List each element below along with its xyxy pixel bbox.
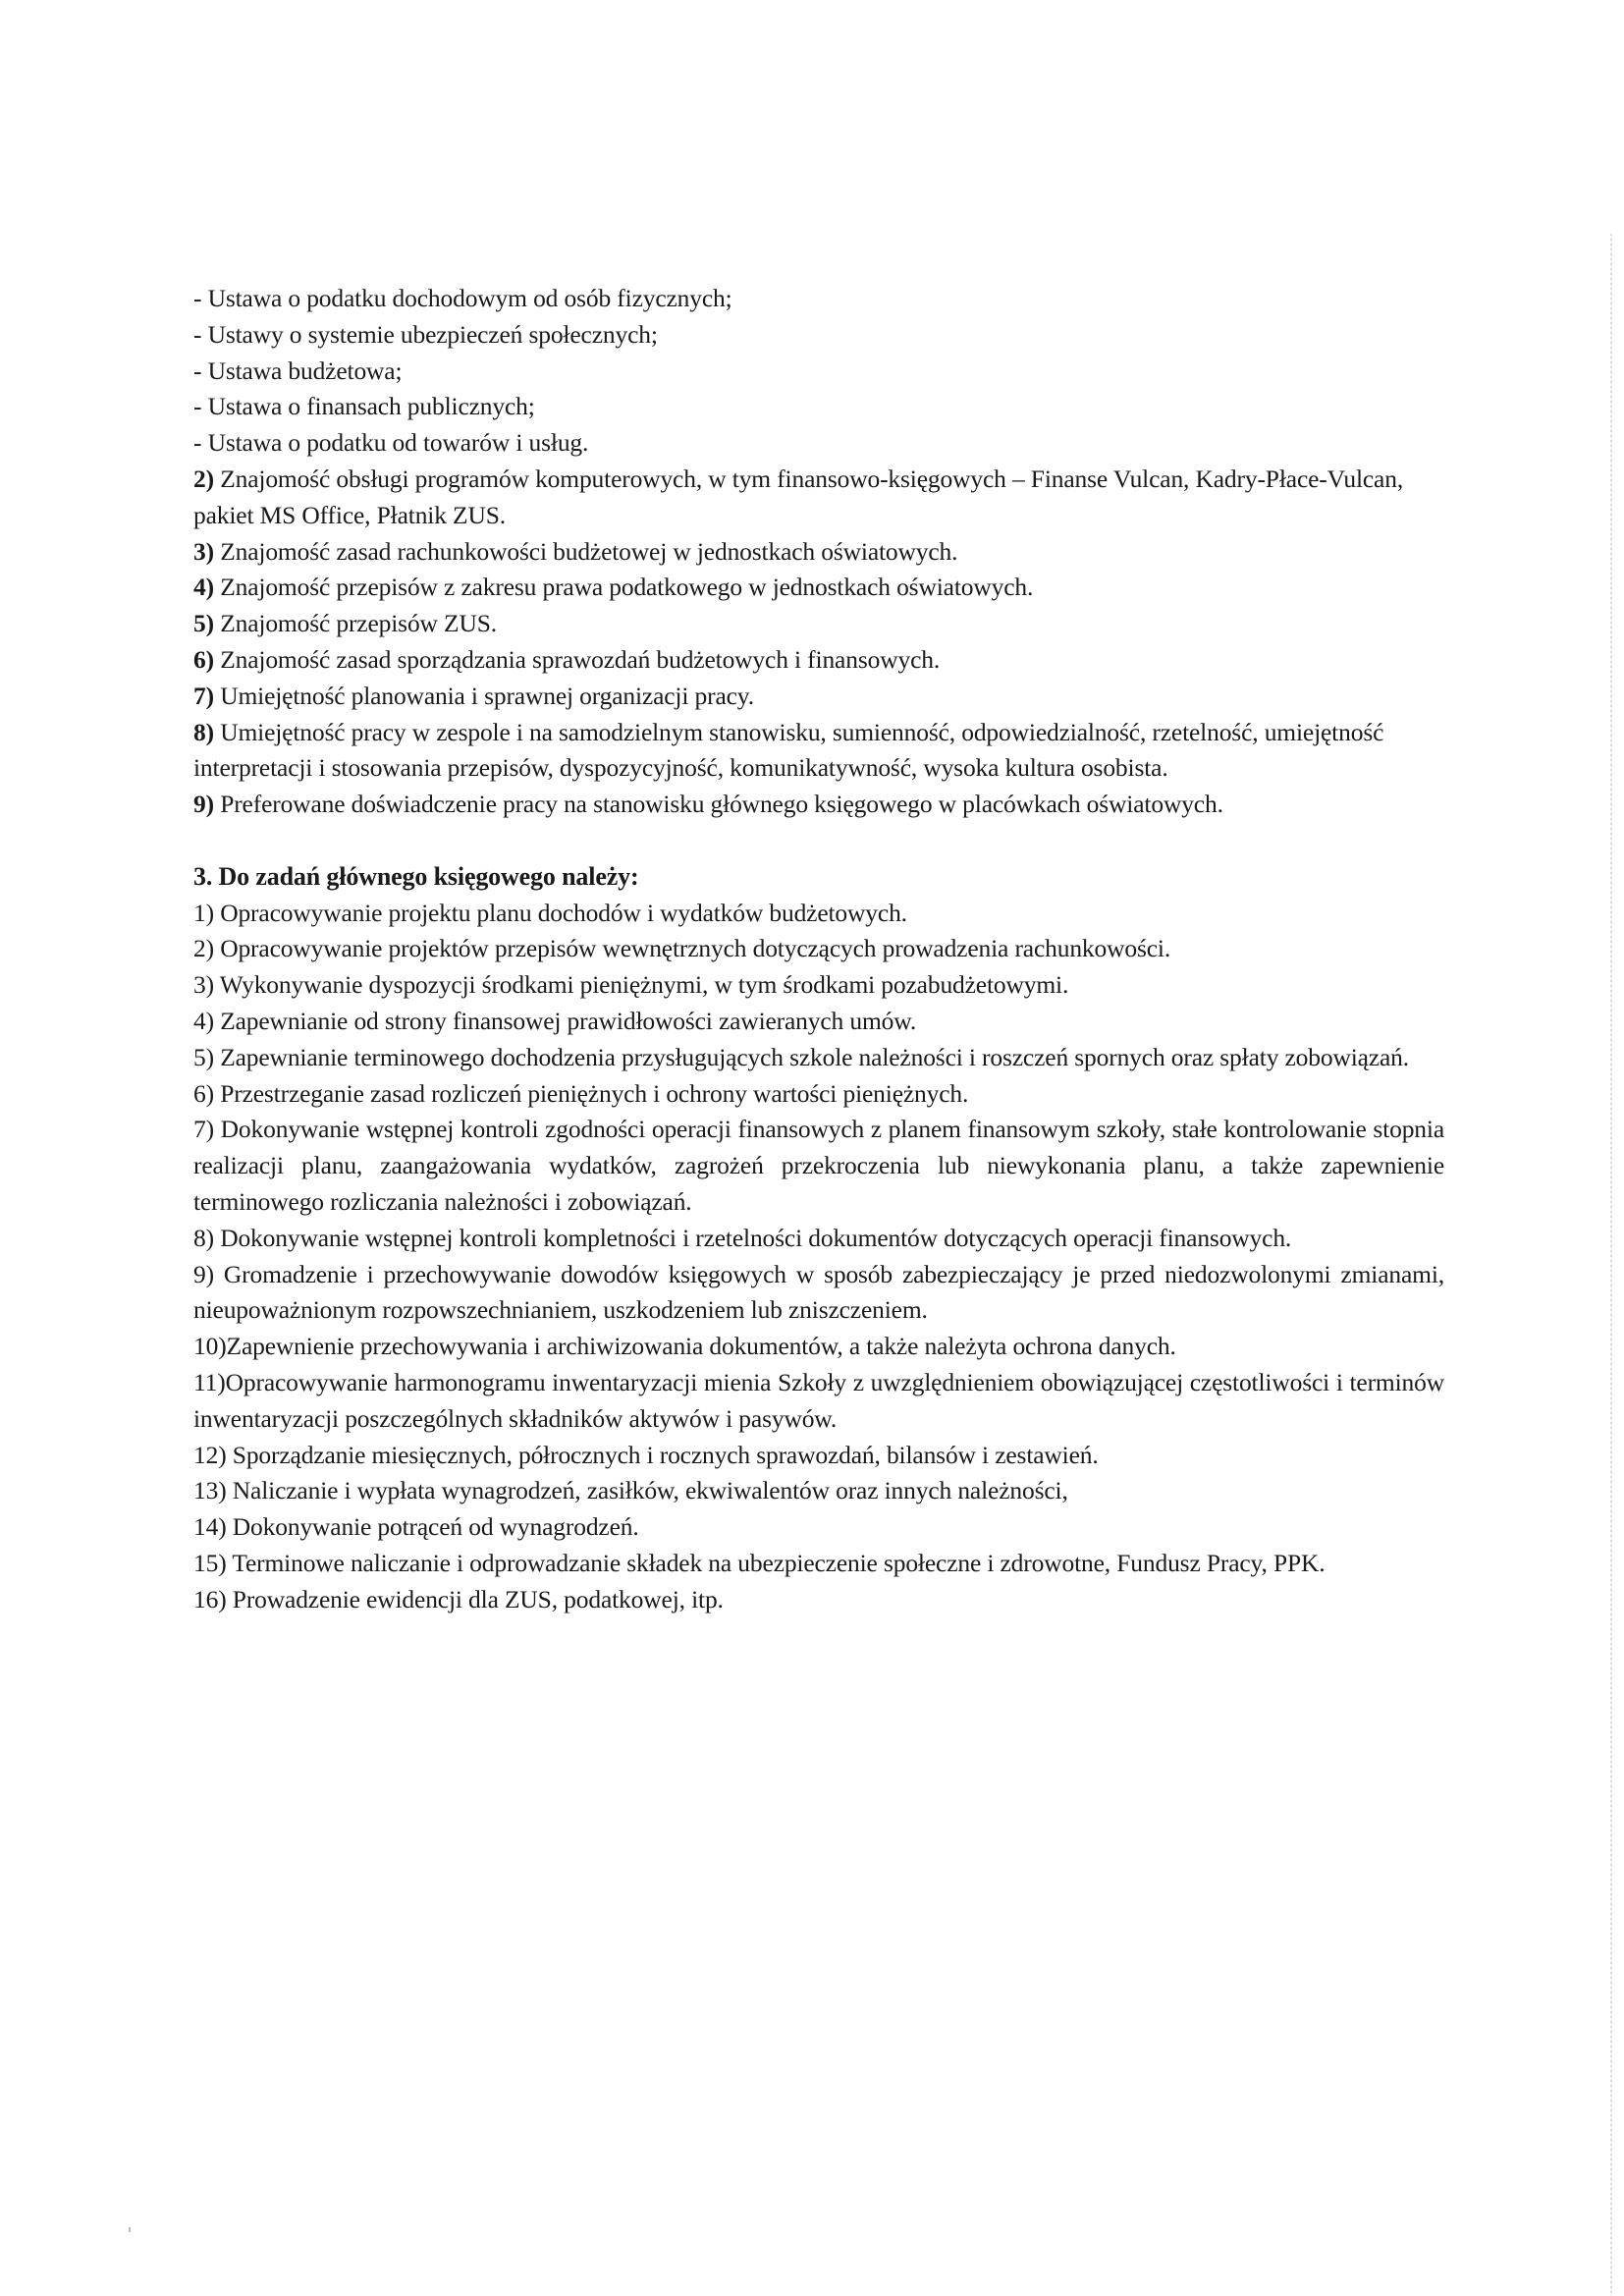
- item-text: Znajomość przepisów z zakresu prawa podatkowego w jednostkach oświatowych.: [220, 573, 1034, 602]
- item-text: Znajomość obsługi programów komputerowych, w tym finansowo-księgowych – Finanse Vulcan, Kadry-Płace-Vulcan, pakiet MS Office, Płatnik ZUS.: [193, 464, 1404, 529]
- duty-item: [193, 1365, 1444, 1438]
- duty-item: [193, 1509, 1444, 1546]
- requirement-item: [193, 679, 1444, 715]
- item-number: 6): [193, 644, 214, 674]
- item-text: Dokonywanie potrąceń od wynagrodzeń.: [232, 1512, 639, 1542]
- item-text: Przestrzeganie zasad rozliczeń pieniężnych i ochrony wartości pieniężnych.: [220, 1078, 969, 1108]
- item-number: 7): [193, 1115, 214, 1144]
- item-text: Zapewnienie przechowywania i archiwizowania dokumentów, a także należyta ochrona danych.: [226, 1332, 1176, 1361]
- duty-item: [193, 1112, 1444, 1220]
- item-text: Opracowywanie projektu planu dochodów i wydatków budżetowych.: [220, 898, 907, 927]
- duty-item: [193, 1473, 1444, 1509]
- duties-list: [193, 896, 1444, 1618]
- duty-item: [193, 1329, 1444, 1365]
- duty-item: [193, 896, 1444, 932]
- requirement-item: [193, 570, 1444, 606]
- duty-item: [193, 967, 1444, 1004]
- duty-item: [193, 1076, 1444, 1113]
- legal-act-item: - Ustawa o podatku dochodowym od osób fizycznych;: [193, 284, 732, 312]
- duty-item: [193, 1438, 1444, 1474]
- duty-item: [193, 931, 1444, 967]
- scan-speck-artifact: [129, 2227, 131, 2232]
- item-number: 15): [193, 1548, 227, 1577]
- item-text: Wykonywanie dyspozycji środkami pieniężnymi, w tym środkami pozabudżetowymi.: [219, 970, 1069, 1000]
- item-number: 2): [193, 464, 214, 493]
- section-heading: 3. Do zadań głównego księgowego należy:: [193, 861, 639, 891]
- item-text: Gromadzenie i przechowywanie dowodów księgowych w sposób zabezpieczający je przed niedozwolonymi zmianami, nieupoważnionym rozpowszechnianiem, uszkodzeniem lub zniszczeniem.: [193, 1259, 1444, 1325]
- legal-act-item: - Ustawa o finansach publicznych;: [193, 392, 535, 421]
- requirement-item: [193, 787, 1444, 823]
- item-number: 7): [193, 681, 214, 710]
- item-number: 1): [193, 898, 214, 927]
- item-text: Terminowe naliczanie i odprowadzanie składek na ubezpieczenie społeczne i zdrowotne, Fundusz Pracy, PPK.: [232, 1548, 1326, 1577]
- item-number: 8): [193, 1223, 214, 1252]
- item-text: Dokonywanie wstępnej kontroli zgodności operacji finansowych z planem finansowym szkoły, stałe kontrolowanie stopnia realizacji planu, zaangażowania wydatków, zagrożeń przekroczenia lub niewykonania planu, a także zapewnienie terminowego rozliczania należności i zobowiązań.: [193, 1115, 1445, 1216]
- item-text: Prowadzenie ewidencji dla ZUS, podatkowej, itp.: [232, 1584, 724, 1613]
- item-text: Preferowane doświadczenie pracy na stanowisku głównego księgowego w placówkach oświatowych.: [220, 790, 1223, 819]
- duty-item: [193, 1257, 1444, 1330]
- item-text: Sporządzanie miesięcznych, półrocznych i rocznych sprawozdań, bilansów i zestawień.: [232, 1440, 1099, 1469]
- duty-item: [193, 1546, 1444, 1582]
- duty-item: [193, 1221, 1444, 1257]
- item-number: 6): [193, 1078, 214, 1108]
- requirement-item: [193, 715, 1444, 788]
- requirements-list: [193, 462, 1444, 823]
- duty-item: [193, 1004, 1444, 1040]
- section-3: [193, 859, 1444, 1618]
- item-number: 8): [193, 717, 214, 746]
- item-number: 9): [193, 790, 214, 819]
- duty-item: [193, 1040, 1444, 1076]
- item-number: 4): [193, 1006, 214, 1035]
- requirement-item: [193, 606, 1444, 642]
- requirement-item: [193, 462, 1444, 534]
- legal-act-item: - Ustawy o systemie ubezpieczeń społecznych;: [193, 319, 658, 349]
- scan-edge-artifact: [1610, 234, 1612, 2296]
- item-text: Znajomość zasad sporządzania sprawozdań budżetowych i finansowych.: [220, 644, 941, 674]
- item-text: Dokonywanie wstępnej kontroli kompletności i rzetelności dokumentów dotyczących operacji finansowych.: [220, 1223, 1292, 1252]
- duty-item: [193, 1582, 1444, 1618]
- item-number: 5): [193, 609, 214, 638]
- item-number: 13): [193, 1476, 227, 1505]
- legal-act-item: - Ustawa o podatku od towarów i usług.: [193, 428, 589, 458]
- item-number: 11): [193, 1367, 226, 1396]
- requirement-item: [193, 534, 1444, 571]
- item-number: 3): [193, 536, 214, 566]
- item-text: Zapewnianie od strony finansowej prawidłowości zawieranych umów.: [220, 1006, 917, 1035]
- item-text: Zapewnianie terminowego dochodzenia przysługujących szkole należności i roszczeń spornych oraz spłaty zobowiązań.: [220, 1042, 1410, 1071]
- item-text: Umiejętność pracy w zespole i na samodzielnym stanowisku, sumienność, odpowiedzialność, rzetelność, umiejętność interpretacji i stosowania przepisów, dyspozycyjność, komunikatywność, wysoka kultura osobista.: [193, 717, 1384, 783]
- document-body: [193, 281, 1444, 1617]
- item-number: 14): [193, 1512, 227, 1542]
- item-number: 9): [193, 1259, 214, 1288]
- item-text: Znajomość przepisów ZUS.: [220, 609, 497, 638]
- item-number: 10): [193, 1332, 227, 1361]
- item-text: Opracowywanie harmonogramu inwentaryzacji mienia Szkoły z uwzględnieniem obowiązującej częstotliwości i terminów inwentaryzacji poszczególnych składników aktywów i pasywów.: [193, 1367, 1444, 1433]
- item-number: 2): [193, 934, 214, 963]
- item-number: 16): [193, 1584, 227, 1613]
- item-number: 12): [193, 1440, 227, 1469]
- item-number: 5): [193, 1042, 214, 1071]
- item-text: Naliczanie i wypłata wynagrodzeń, zasiłków, ekwiwalentów oraz innych należności,: [232, 1476, 1068, 1505]
- legal-act-item: - Ustawa budżetowa;: [193, 355, 403, 385]
- item-number: 4): [193, 573, 214, 602]
- item-text: Umiejętność planowania i sprawnej organizacji pracy.: [220, 681, 754, 710]
- item-text: Znajomość zasad rachunkowości budżetowej w jednostkach oświatowych.: [220, 536, 958, 566]
- section-spacer: [193, 823, 1444, 859]
- item-text: Opracowywanie projektów przepisów wewnętrznych dotyczących prowadzenia rachunkowości.: [220, 934, 1171, 963]
- requirement-item: [193, 642, 1444, 679]
- legal-acts-list: [193, 281, 1444, 462]
- item-number: 3): [193, 970, 214, 1000]
